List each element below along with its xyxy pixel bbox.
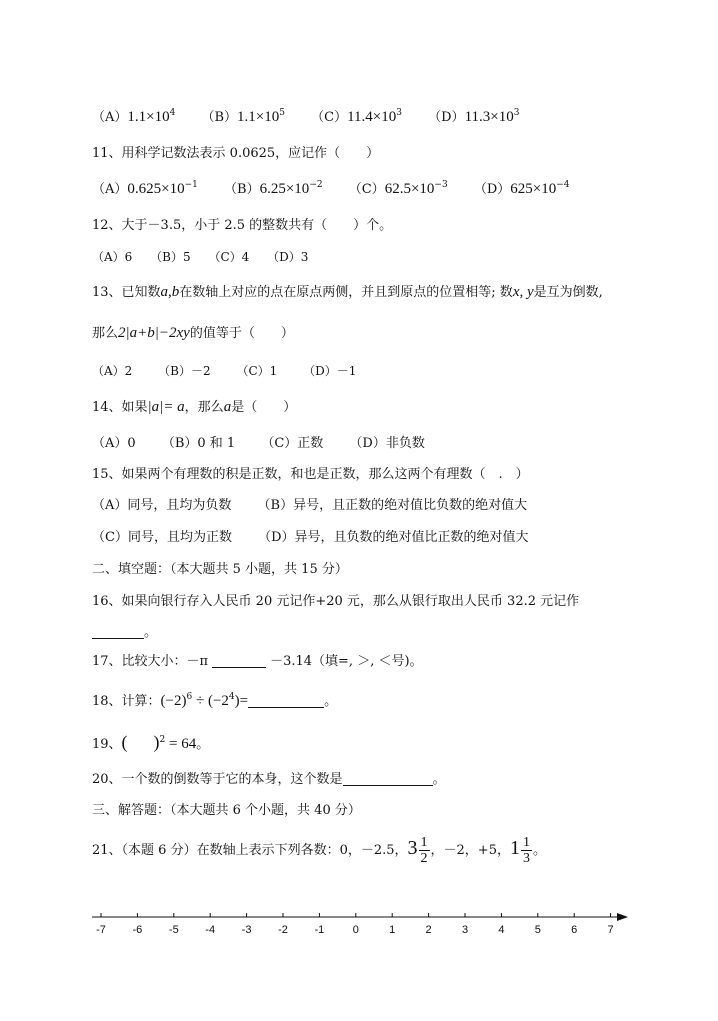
number-line-tick-label: 4 — [498, 924, 505, 936]
number-line-tick-label: 2 — [425, 924, 432, 936]
q15-option-c: （C）同号，且均为正数 — [92, 530, 232, 545]
number-line-tick-label: 5 — [534, 924, 541, 936]
number-line-tick-label: 1 — [389, 924, 396, 936]
q14-option-d: （D）非负数 — [349, 436, 425, 451]
q10-option-b: $(B)1.1\times 10^5$ — [201, 108, 285, 125]
q16-answer-line: 。 — [92, 624, 157, 642]
q15-stem: 15、如果两个有理数的积是正数，和也是正数，那么这两个有理数（ . ） — [92, 467, 529, 482]
number-line-tick-label: 0 — [352, 924, 359, 936]
q11-option-a: $(A)0.625\times 10^{-1}$ — [92, 180, 198, 197]
q21-stem: 21、（本题 6 分）在数轴上表示下列各数：0，－2.5，3 $\frac{1}{2}$ ，－2，+5，1 $\frac{1}{3}$ 。 — [92, 835, 546, 866]
number-line-tick-label: -2 — [278, 924, 288, 936]
q11-option-b: $(B)6.25\times 10^{-2}$ — [224, 180, 323, 197]
q13-option-c: （C）1 — [236, 364, 278, 378]
section-3-heading: 三、解答题：（本大题共 6 个小题，共 40 分） — [92, 803, 361, 818]
q16-stem: 16、如果向银行存入人民币 20 元记作+20 元，那么从银行取出人民币 32.2 元记作 — [92, 594, 580, 609]
q15-option-a: （A）同号，且均为负数 — [92, 498, 232, 513]
q12-option-a: （A）6 — [92, 250, 133, 264]
number-line-tick-label: -3 — [241, 924, 252, 936]
q10-option-a: $(A)1.1\times 10^4$ — [92, 108, 176, 125]
q21-fraction-half: $\frac{1}{2}$ — [420, 835, 428, 866]
q14-option-c: （C）正数 — [261, 436, 324, 451]
q17-stem: 17、比较大小：－π －3.14（填=, ＞, ＜号)。 — [92, 654, 423, 669]
number-line-tick-label: 6 — [571, 924, 578, 936]
q20-stem: 20、一个数的倒数等于它的本身，这个数是 。 — [92, 772, 446, 787]
q15-option-b: （B）异号，且正数的绝对值比负数的绝对值大 — [257, 498, 528, 513]
q13-stem-line2: 那么2|a+b|−2xy的值等于（ ） — [92, 325, 294, 341]
number-line-tick-label: -7 — [96, 924, 106, 936]
q13-option-a: （A）2 — [92, 364, 133, 378]
q15-option-d: （D）异号，且负数的绝对值比正数的绝对值大 — [258, 530, 529, 545]
q14-option-b: （B）0 和 1 — [161, 436, 236, 451]
q19-stem: 19、( )$^2$ = 64。 — [92, 732, 210, 752]
q10-option-c: $(C)11.4\times 10^3$ — [311, 108, 402, 125]
number-line-tick-label: 7 — [607, 924, 614, 936]
q13-stem-line1: 13、已知数a,b在数轴上对应的点在原点两侧，并且到原点的位置相等; 数x, y是互为倒数, — [92, 284, 603, 300]
q12-option-b: （B）5 — [150, 250, 191, 264]
q13-option-d: （D）－1 — [303, 364, 357, 378]
q14-option-a: （A）0 — [92, 436, 136, 451]
number-line-tick-label: -5 — [168, 924, 179, 936]
q11-option-c: $(C)62.5\times 10^{-3}$ — [348, 180, 448, 197]
q11-option-d: $(D)625\times 10^{-4}$ — [473, 180, 570, 197]
q12-option-d: （D）3 — [267, 250, 309, 264]
q18-stem: 18、计算：$(-2)^6 \div (-2^4)=$ 。 — [92, 692, 338, 709]
q12-option-c: （C）4 — [208, 250, 250, 264]
q12-stem: 12、大于－3.5，小于 2.5 的整数共有（ ）个。 — [92, 218, 393, 233]
q21-fraction-third: $\frac{1}{3}$ — [522, 835, 530, 866]
q10-option-d: $(D)11.3\times 10^3$ — [428, 108, 520, 125]
q13-expression: 2|a+b|−2xy — [118, 325, 190, 341]
number-line-tick-label: 3 — [461, 924, 469, 936]
q14-expression: |a|= a — [147, 399, 185, 415]
number-line-tick-label: -1 — [314, 924, 325, 936]
section-2-heading: 二、填空题：（本大题共 5 小题，共 15 分） — [92, 562, 348, 577]
number-line-tick-label: -6 — [132, 924, 143, 936]
q13-option-b: （B）－2 — [158, 364, 211, 378]
q14-stem: 14、如果|a|= a，那么a是（ ） — [92, 399, 297, 415]
number-line-tick-label: -4 — [205, 924, 216, 936]
number-line-arrow-icon — [617, 913, 628, 921]
q11-stem: 11、用科学记数法表示 0.0625，应记作（ ） — [92, 146, 380, 161]
